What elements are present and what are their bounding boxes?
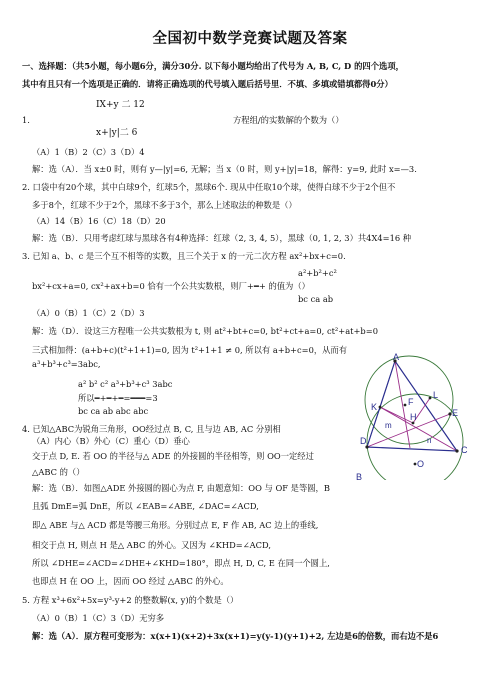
q1-eq-bottom: x+|y|二 6 <box>96 128 138 138</box>
circle-o <box>367 394 463 480</box>
q1-options: （A）1（B）2（C）3（D）4 <box>32 147 145 157</box>
label-c: C <box>461 445 468 455</box>
q4-answer-6: 也即点 H 在 OO 上，因而 OO 经过 △ABC 的外心。 <box>32 576 229 586</box>
q1-text: 方程组/的实数解的个数为（） <box>233 115 344 125</box>
q3-answer-3: a³+b³+c³=3abc, <box>32 359 101 369</box>
q4-answer-4: 相交于点 H, 则点 H 是△ ABC 的外心。又因为 ∠KHD=∠ACD, <box>32 540 271 550</box>
q4-answer-2: 且弧 DmE=弧 DnE，所以 ∠EAB=∠ABE, ∠DAC=∠ACD, <box>32 501 259 511</box>
q3-options: （A）0（B）1（C）2（D）3 <box>32 308 145 318</box>
q4-answer-3: 即△ ABE 与△ ACD 都是等腰三角形。分别过点 E, F 作 AB, AC 边上的垂线, <box>32 520 319 530</box>
point-c <box>455 449 458 452</box>
point-o <box>414 463 417 466</box>
point-f <box>404 404 407 407</box>
label-h: H <box>410 412 417 422</box>
intro-line-2: 其中有且只有一个选项是正确的．请将正确选项的代号填入题后括号里．不填、多填或错填都得0分） <box>22 79 393 89</box>
q4-options: （A）内心（B）外心（C）重心（D）垂心 <box>32 436 190 446</box>
point-h <box>412 422 415 425</box>
q4-answer-5: 所以 ∠DHE=∠ACD=∠DHE+∠KHD=180°，即点 H, D, C, E 在同一个圆上, <box>32 558 330 568</box>
q3-answer-2: 三式相加得：(a+b+c)(t²+1+1)=0, 因为 t²+1+1 ≠ 0, 所以有 a+b+c=0，从而有 <box>32 345 348 355</box>
intro-line-1: 一、选择题：（共5小题，每小题6分，满分30分. 以下每小题均给出了代号为 A, B, C, D 的四个选项， <box>22 61 404 71</box>
label-f: F <box>408 397 414 407</box>
q4-line-2: 交于点 D, E. 若 OO 的半径与△ ADE 的外接圆的半径相等，则 OO一定经过 <box>32 451 314 461</box>
label-d: D <box>360 436 367 446</box>
point-k <box>379 406 382 409</box>
label-b: B <box>356 472 363 480</box>
label-o: O <box>417 459 425 469</box>
q3-line-1: 3. 已知 a、b、c 是三个互不相等的实数，且三个关于 x 的一元二次方程 ax²+bx+c=0. <box>22 251 346 261</box>
label-k: K <box>371 402 378 412</box>
q4-line-3: △ABC 的（） <box>32 467 85 477</box>
q5-answer: 解：选（A）．原方程可变形为：x(x+1)(x+2)+3x(x+1)=y(y-1)(y+1)+2, 左边是6的倍数，而右边不是6 <box>32 631 439 641</box>
segment-de <box>367 414 450 447</box>
geometry-figure <box>355 352 488 480</box>
q3-answer-1: 解：选（D）．设这三方程唯一公共实数根为 t, 则 at²+bt+c=0, bt²+ct+a=0, ct²+at+b=0 <box>32 326 378 336</box>
q2-line-2: 多于8个，红球不少于2个，黑球不多于3个，那么上述取法的种数是（） <box>32 200 297 210</box>
label-a: A <box>393 352 400 362</box>
q3-fraction2-top: a² b² c² a³+b³+c³ 3abc <box>78 379 173 389</box>
q5-options: （A）0（B）1（C）3（D）无穷多 <box>32 613 165 623</box>
q3-fraction2-mid: 所以━+━+━=━━━=3 <box>78 393 158 403</box>
q4-line-1: 4. 已知△ABC为锐角三角形，OO经过点 B, C, 且与边 AB, AC 分别相 <box>22 424 281 434</box>
label-l: L <box>433 390 439 400</box>
point-l <box>429 397 432 400</box>
q3-fraction-top: a²+b²+c² <box>298 268 337 278</box>
q2-answer: 解：选（B）．只用考虑红球与黑球各有4种选择：红球（2, 3, 4, 5），黑球（0, 1, 2, 3）共4X4=16 种 <box>32 233 412 243</box>
q1-number: 1. <box>22 115 30 125</box>
q3-fraction-bottom: bc ca ab <box>298 294 334 304</box>
q3-line-2: bx²+cx+a=0, cx²+ax+b=0 恰有一个公共实数根，则厂+━+ 的值为（） <box>32 281 310 291</box>
q3-fraction2-bottom: bc ca ab abc abc <box>78 406 149 416</box>
q1-eq-top: IX+y 二 12 <box>96 100 145 110</box>
q2-line-1: 2. 口袋中有20个球，其中白球9个，红球5个，黑球6个. 现从中任取10个球，使得白球不少于2个但不 <box>22 182 396 192</box>
q5-line-1: 5. 方程 x³+6x²+5x=y³-y+2 的整数解(x, y)的个数是（） <box>22 595 239 605</box>
label-n: n <box>427 436 432 445</box>
q4-answer-1: 解：选（B）．如图△ADE 外接圆的圆心为点 F, 由题意知：OO 与 OF 是等圆，B <box>32 483 330 493</box>
label-m: m <box>385 421 392 430</box>
q1-answer: 解：选（A）．当 x±0 时，则有 y—|y|=6, 无解；当 x（0 时，则 y+|y|=18，解得：y=9, 此时 x=—3. <box>32 164 417 174</box>
q2-options: （A）14（B）16（C）18（D）20 <box>32 216 166 226</box>
label-e: E <box>452 408 459 418</box>
page-title: 全国初中数学竞赛试题及答案 <box>152 30 348 47</box>
